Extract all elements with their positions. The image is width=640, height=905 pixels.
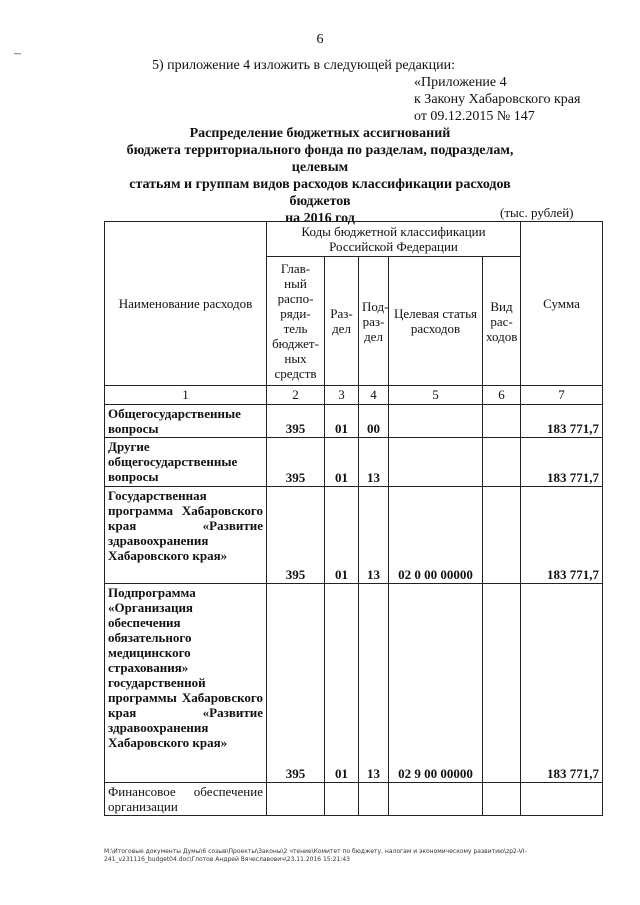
- table-row: [105, 783, 603, 816]
- header-kind: Вид рас-ходов: [483, 257, 521, 386]
- row-sum: 183 771,7: [521, 584, 603, 783]
- annex-line: к Закону Хабаровского края: [414, 92, 581, 107]
- annex-line: «Приложение 4: [414, 75, 507, 90]
- row-sum: [521, 783, 603, 816]
- table-row: [105, 487, 603, 584]
- heading-line: на 2016 год: [285, 211, 355, 226]
- header-row: [105, 222, 603, 257]
- row-name: Другие общегосударственные вопросы: [105, 438, 267, 487]
- table-row: [105, 405, 603, 438]
- row-kind: [483, 405, 521, 438]
- row-kind: [483, 438, 521, 487]
- budget-table: [104, 221, 603, 816]
- header-target: Целевая статья расходов: [389, 257, 483, 386]
- annex-reference: [414, 74, 580, 125]
- units-label: (тыс. рублей): [500, 205, 574, 220]
- column-number: 1: [105, 386, 267, 405]
- row-sum: 183 771,7: [521, 438, 603, 487]
- heading-line: бюджета территориального фонда по разделам, подразделам, целевым: [126, 143, 514, 175]
- column-number-row: [105, 386, 603, 405]
- header-sum: Сумма: [521, 222, 603, 386]
- row-target: 02 0 00 00000: [389, 487, 483, 584]
- page-number: 6: [316, 32, 324, 47]
- annex-line: от 09.12.2015 № 147: [414, 109, 535, 124]
- row-subsection: 13: [359, 584, 389, 783]
- column-number: 2: [267, 386, 325, 405]
- row-kind: [483, 584, 521, 783]
- row-section: [325, 783, 359, 816]
- table-row: [105, 438, 603, 487]
- heading-line: Распределение бюджетных ассигнований: [189, 126, 451, 141]
- row-subsection: 13: [359, 487, 389, 584]
- row-subsection: 00: [359, 405, 389, 438]
- header-section: Раз-дел: [325, 257, 359, 386]
- header-codes: Коды бюджетной классификации Российской Федерации: [267, 222, 521, 257]
- row-name: Финансовое обеспечение организации: [105, 783, 267, 816]
- column-number: 7: [521, 386, 603, 405]
- row-target: [389, 783, 483, 816]
- row-main: 395: [267, 584, 325, 783]
- row-section: 01: [325, 584, 359, 783]
- column-number: 3: [325, 386, 359, 405]
- row-section: 01: [325, 438, 359, 487]
- header-main-manager: Глав-ный распо-ряди-тель бюджет-ных средств: [267, 257, 325, 386]
- row-main: 395: [267, 487, 325, 584]
- row-section: 01: [325, 487, 359, 584]
- row-main: 395: [267, 438, 325, 487]
- row-target: [389, 438, 483, 487]
- row-kind: [483, 783, 521, 816]
- row-sum: 183 771,7: [521, 487, 603, 584]
- row-subsection: 13: [359, 438, 389, 487]
- document-heading: [120, 125, 520, 227]
- row-target: 02 9 00 00000: [389, 584, 483, 783]
- row-main: 395: [267, 405, 325, 438]
- column-number: 4: [359, 386, 389, 405]
- row-kind: [483, 487, 521, 584]
- file-path-footer: М:\Итоговые документы Думы\6 созыв\Проекты\Законы\2 чтение\Комитет по бюджету, налогам и экономическому развитию\zp2-VI-241_v231116_budget04.doc\Глотов Андрей Вячеславович\23.11.2016 15:21:43: [104, 848, 527, 863]
- row-name: Подпрограмма «Организация обеспечения обязательного медицинского страхования» государственной программы Хабаровского края «Развитие здравоохранения Хабаровского края»: [105, 584, 267, 783]
- row-section: 01: [325, 405, 359, 438]
- column-number: 6: [483, 386, 521, 405]
- header-subsection: Под-раз-дел: [359, 257, 389, 386]
- row-sum: 183 771,7: [521, 405, 603, 438]
- table-row: [105, 584, 603, 783]
- row-main: [267, 783, 325, 816]
- column-number: 5: [389, 386, 483, 405]
- row-name: Государственная программа Хабаровского края «Развитие здравоохранения Хабаровского края»: [105, 487, 267, 584]
- row-name: Общегосударственные вопросы: [105, 405, 267, 438]
- margin-mark: –: [14, 46, 21, 61]
- row-subsection: [359, 783, 389, 816]
- heading-line: статьям и группам видов расходов классификации расходов бюджетов: [129, 177, 511, 209]
- amendment-intro: 5) приложение 4 изложить в следующей редакции:: [152, 58, 455, 73]
- row-target: [389, 405, 483, 438]
- header-name: Наименование расходов: [105, 222, 267, 386]
